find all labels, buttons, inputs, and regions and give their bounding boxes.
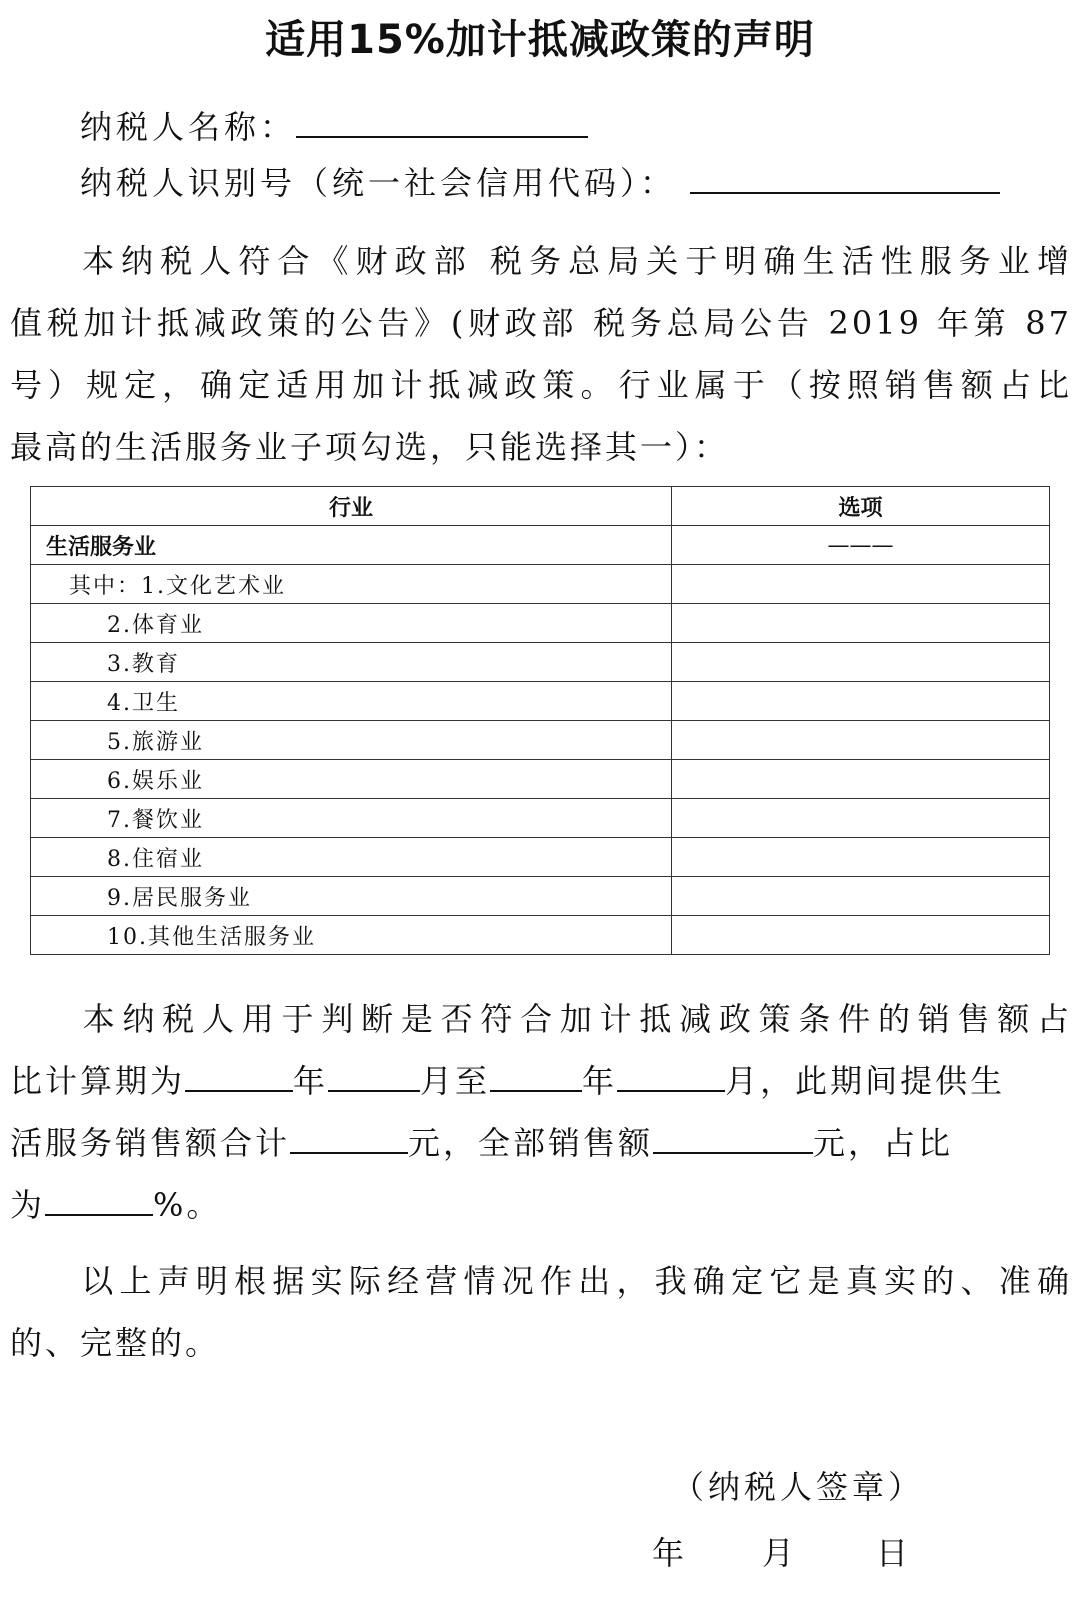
industry-item-sports: 2.体育业 — [31, 604, 672, 643]
industry-item-tourism: 5.旅游业 — [31, 721, 672, 760]
industry-item-catering: 7.餐饮业 — [31, 799, 672, 838]
option-cell-education[interactable] — [672, 643, 1050, 682]
calc-line-4: 为 %。 — [10, 1186, 222, 1224]
option-cell-culture-arts[interactable] — [672, 565, 1050, 604]
industry-table — [30, 486, 1050, 955]
end-month-field[interactable] — [617, 1089, 725, 1092]
option-cell-health[interactable] — [672, 682, 1050, 721]
life-service-sales-field[interactable] — [290, 1151, 408, 1154]
industry-item-resident-services: 9.居民服务业 — [31, 877, 672, 916]
industry-item-health: 4.卫生 — [31, 682, 672, 721]
taxpayer-id-field[interactable] — [690, 191, 1000, 194]
calc-line-1: 本纳税人用于判断是否符合加计抵减政策条件的销售额占 — [78, 1000, 1072, 1038]
category-label: 生活服务业 — [31, 526, 672, 565]
taxpayer-id-label: 纳税人识别号（统一社会信用代码）： — [80, 164, 677, 202]
page-title: 适用15%加计抵减政策的声明 — [265, 17, 815, 63]
table-row — [31, 760, 1050, 799]
taxpayer-name-row — [80, 102, 588, 148]
table-row — [31, 682, 1050, 721]
start-year-field[interactable] — [185, 1089, 293, 1092]
option-cell-accommodation[interactable] — [672, 838, 1050, 877]
option-cell-other-services[interactable] — [672, 916, 1050, 955]
option-cell-entertainment[interactable] — [672, 760, 1050, 799]
intro-line-3: 号）规定，确定适用加计抵减政策。行业属于（按照销售额占比 — [10, 366, 1072, 404]
date-year-label: 年 — [652, 1534, 689, 1572]
industry-item-other-services: 10.其他生活服务业 — [31, 916, 672, 955]
header-option: 选项 — [672, 487, 1050, 526]
total-sales-field[interactable] — [653, 1151, 813, 1154]
intro-line-1: 本纳税人符合《财政部 税务总局关于明确生活性服务业增 — [78, 242, 1072, 280]
date-month-label: 月 — [762, 1534, 799, 1572]
calc-paragraph — [10, 988, 1072, 1236]
industry-item-entertainment: 6.娱乐业 — [31, 760, 672, 799]
table-row — [31, 877, 1050, 916]
table-header-row — [31, 487, 1050, 526]
table-row — [31, 799, 1050, 838]
intro-line-4: 最高的生活服务业子项勾选，只能选择其一）： — [10, 428, 730, 466]
option-cell-catering[interactable] — [672, 799, 1050, 838]
industry-item-culture-arts: 其中：1.文化艺术业 — [31, 565, 672, 604]
taxpayer-name-field[interactable] — [296, 135, 588, 138]
option-cell-resident-services[interactable] — [672, 877, 1050, 916]
table-row — [31, 721, 1050, 760]
statement-paragraph — [10, 1250, 1072, 1374]
intro-paragraph — [10, 230, 1072, 478]
table-row — [31, 565, 1050, 604]
calc-line-2: 比计算期为 年 月至 年 月，此期间提供生 — [10, 1062, 1006, 1100]
statement-line-1: 以上声明根据实际经营情况作出，我确定它是真实的、准确 — [78, 1262, 1072, 1300]
taxpayer-name-label: 纳税人名称： — [80, 108, 297, 146]
table-row — [31, 604, 1050, 643]
start-month-field[interactable] — [328, 1089, 420, 1092]
statement-line-2: 的、完整的。 — [10, 1324, 221, 1362]
option-cell-sports[interactable] — [672, 604, 1050, 643]
industry-item-education: 3.教育 — [31, 643, 672, 682]
header-industry: 行业 — [31, 487, 672, 526]
industry-item-accommodation: 8.住宿业 — [31, 838, 672, 877]
table-row — [31, 643, 1050, 682]
calc-line-3: 活服务销售额合计 元，全部销售额 元，占比 — [10, 1124, 954, 1162]
ratio-field[interactable] — [45, 1213, 153, 1216]
table-row — [31, 916, 1050, 955]
table-row-category — [31, 526, 1050, 565]
date-day-label: 日 — [876, 1534, 913, 1572]
table-row — [31, 838, 1050, 877]
signature-label: （纳税人签章） — [672, 1468, 925, 1506]
category-option: ——— — [672, 526, 1050, 565]
intro-line-2: 值税加计抵减政策的公告》(财政部 税务总局公告 2019 年第 87 — [10, 304, 1072, 342]
taxpayer-id-row — [80, 158, 1000, 204]
option-cell-tourism[interactable] — [672, 721, 1050, 760]
end-year-field[interactable] — [490, 1089, 582, 1092]
